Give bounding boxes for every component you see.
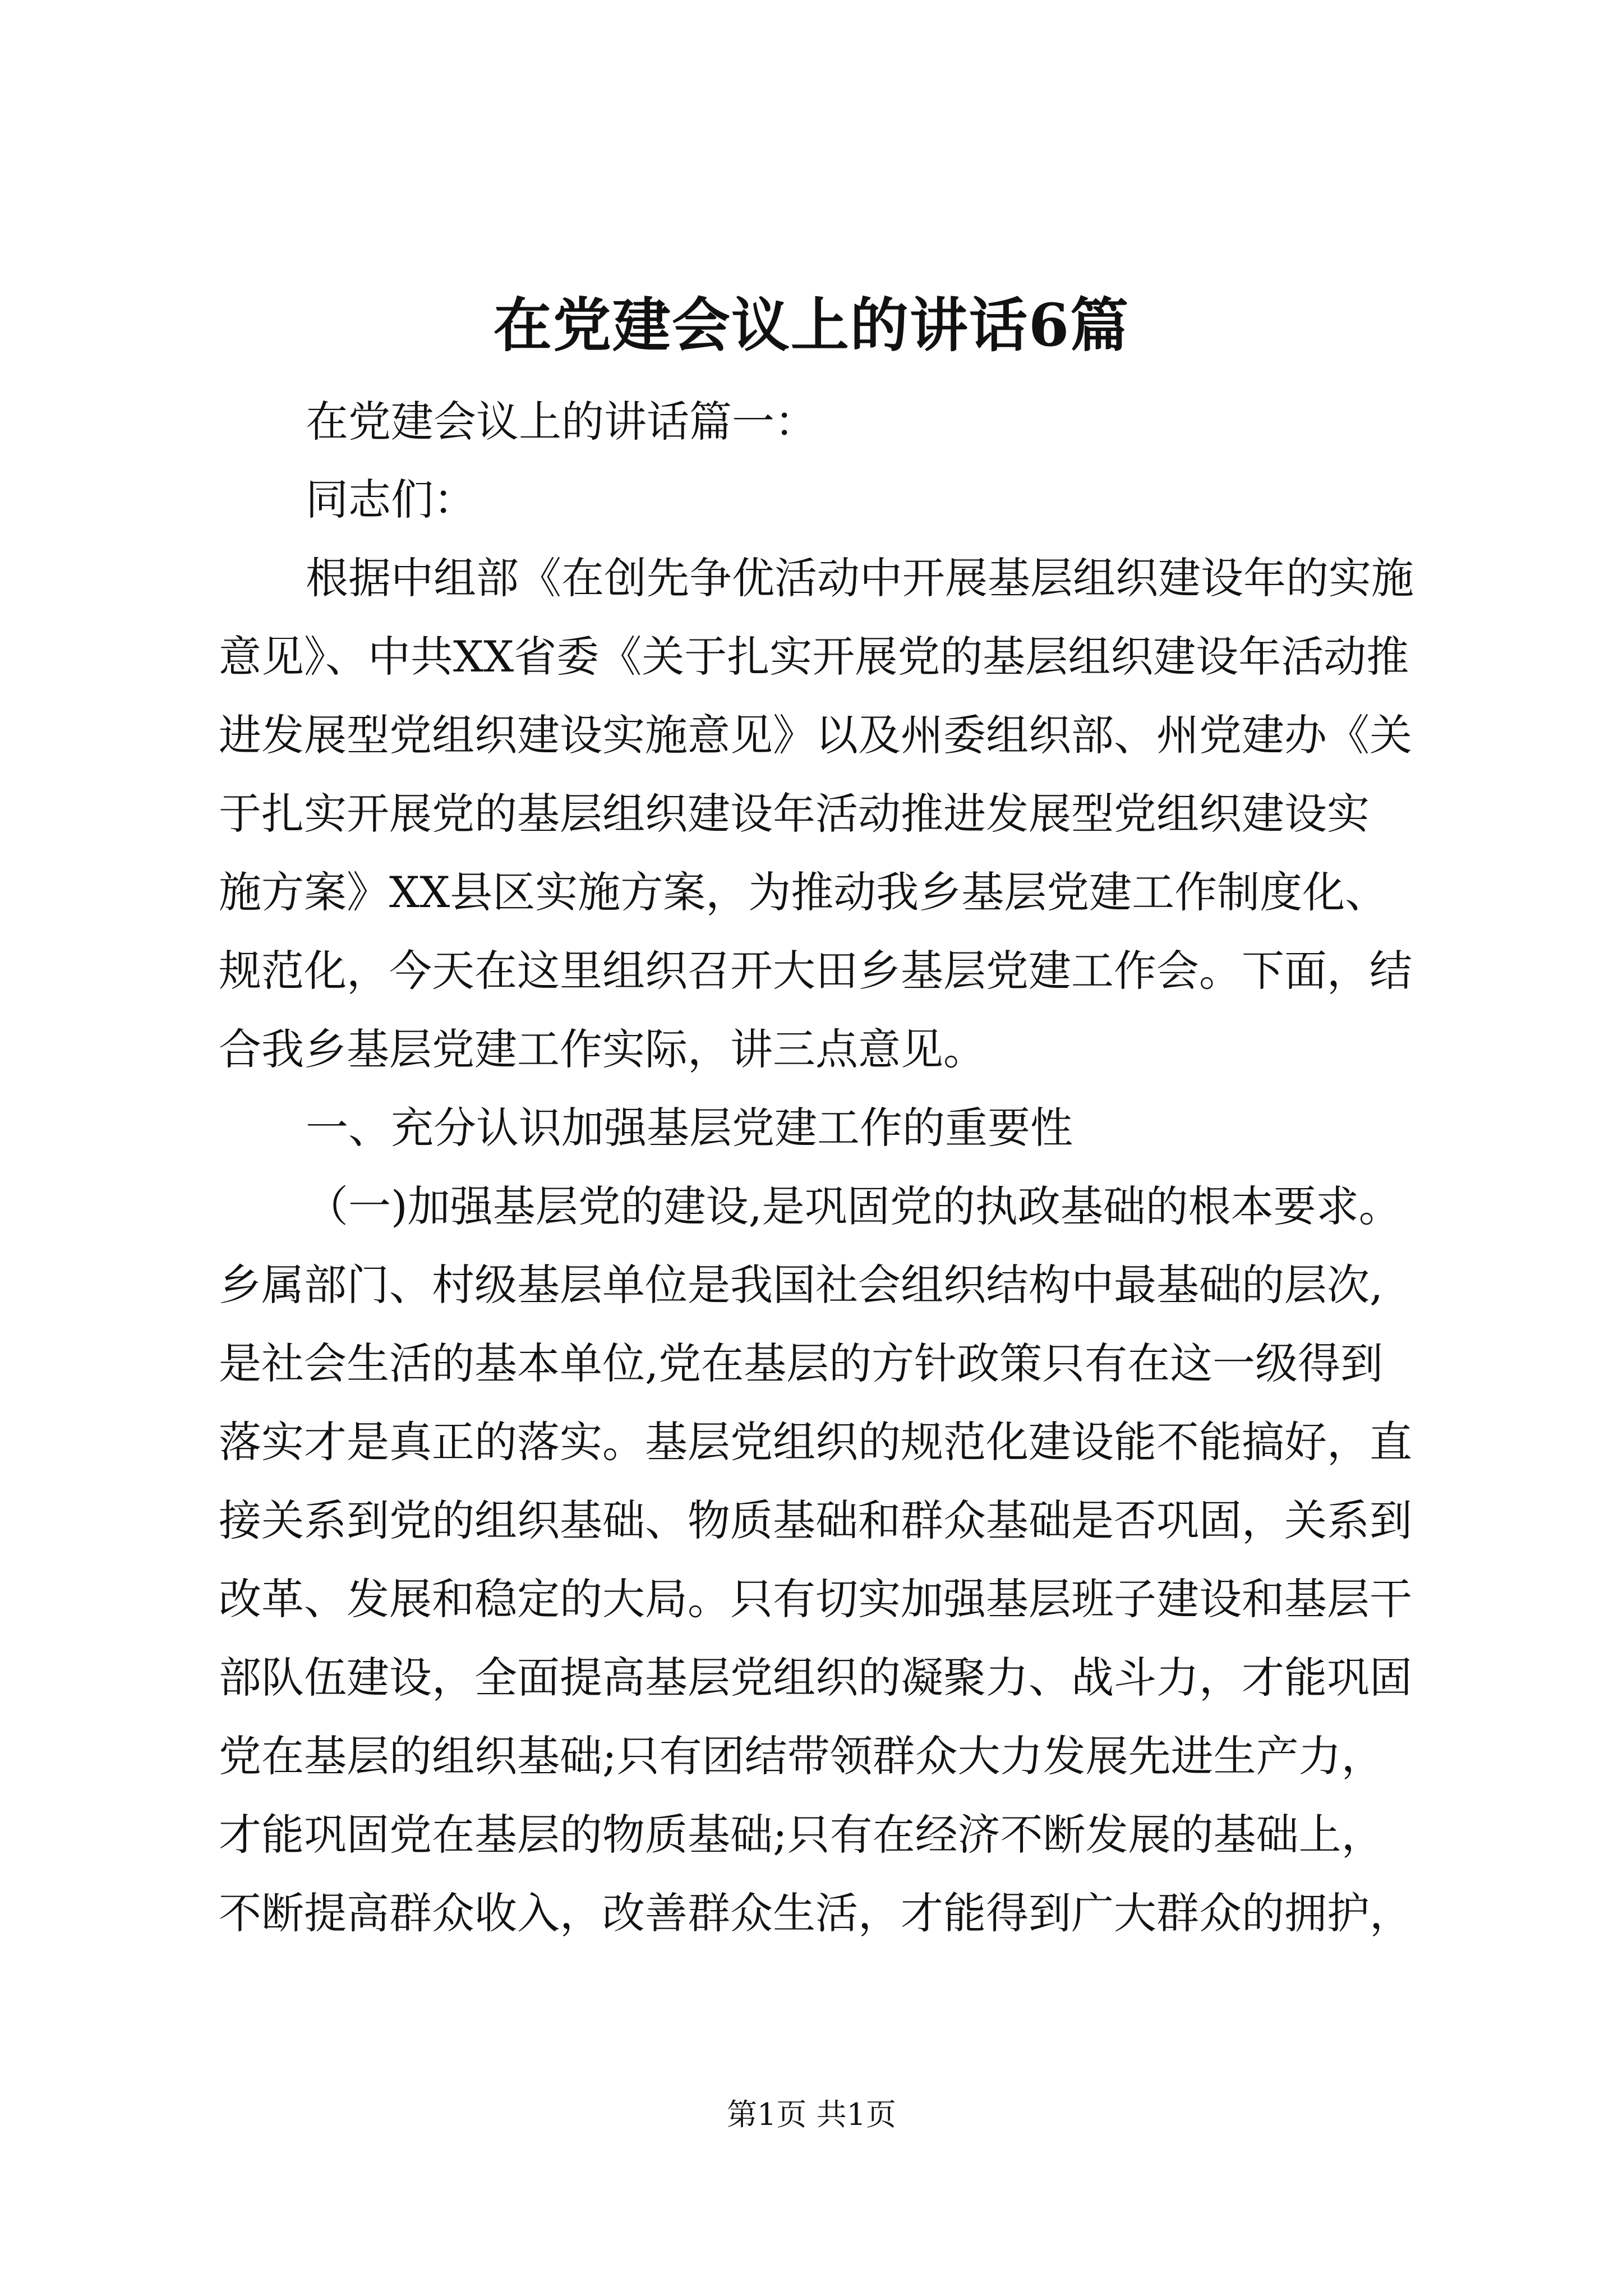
paragraph-line: 部队伍建设，全面提高基层党组织的凝聚力、战斗力，才能巩固 bbox=[219, 1653, 1412, 1703]
paragraph-line: 进发展型党组织建设实施意见》以及州委组织部、州党建办《关 bbox=[219, 710, 1412, 760]
document-title: 在党建会议上的讲话6篇 bbox=[493, 291, 1130, 360]
paragraph-line: 乡属部门、村级基层单位是我国社会组织结构中最基础的层次, bbox=[219, 1260, 1384, 1310]
paragraph-line: 不断提高群众收入，改善群众生活，才能得到广大群众的拥护， bbox=[219, 1888, 1412, 1938]
paragraph-line: 在党建会议上的讲话篇一： bbox=[306, 397, 817, 447]
paragraph-line: 落实才是真正的落实。基层党组织的规范化建设能不能搞好，直 bbox=[219, 1417, 1412, 1467]
paragraph-line: 合我乡基层党建工作实际，讲三点意见。 bbox=[219, 1024, 986, 1074]
paragraph-line: 意见》、中共XX省委《关于扎实开展党的基层组织建设年活动推 bbox=[219, 632, 1409, 682]
paragraph-line: 同志们： bbox=[306, 475, 476, 524]
paragraph-line: 才能巩固党在基层的物质基础;只有在经济不断发展的基础上， bbox=[219, 1810, 1384, 1860]
paragraph-line: 党在基层的组织基础;只有团结带领群众大力发展先进生产力， bbox=[219, 1731, 1384, 1781]
paragraph-line: 规范化，今天在这里组织召开大田乡基层党建工作会。下面，结 bbox=[219, 946, 1412, 996]
paragraph-line: 根据中组部《在创先争优活动中开展基层组织建设年的实施 bbox=[306, 553, 1414, 603]
paragraph-line: 改革、发展和稳定的大局。只有切实加强基层班子建设和基层干 bbox=[219, 1574, 1412, 1624]
section-heading: 一、充分认识加强基层党建工作的重要性 bbox=[306, 1103, 1073, 1153]
paragraph-line: 于扎实开展党的基层组织建设年活动推进发展型党组织建设实 bbox=[219, 789, 1370, 839]
paragraph-line: 接关系到党的组织基础、物质基础和群众基础是否巩固，关系到 bbox=[219, 1496, 1412, 1545]
page-footer: 第1页 共1页 bbox=[727, 2097, 896, 2132]
paragraph-line: （一)加强基层党的建设,是巩固党的执政基础的根本要求。 bbox=[306, 1181, 1401, 1231]
paragraph-line: 是社会生活的基本单位,党在基层的方针政策只有在这一级得到 bbox=[219, 1338, 1384, 1388]
paragraph-line: 施方案》XX县区实施方案，为推动我乡基层党建工作制度化、 bbox=[219, 867, 1388, 917]
